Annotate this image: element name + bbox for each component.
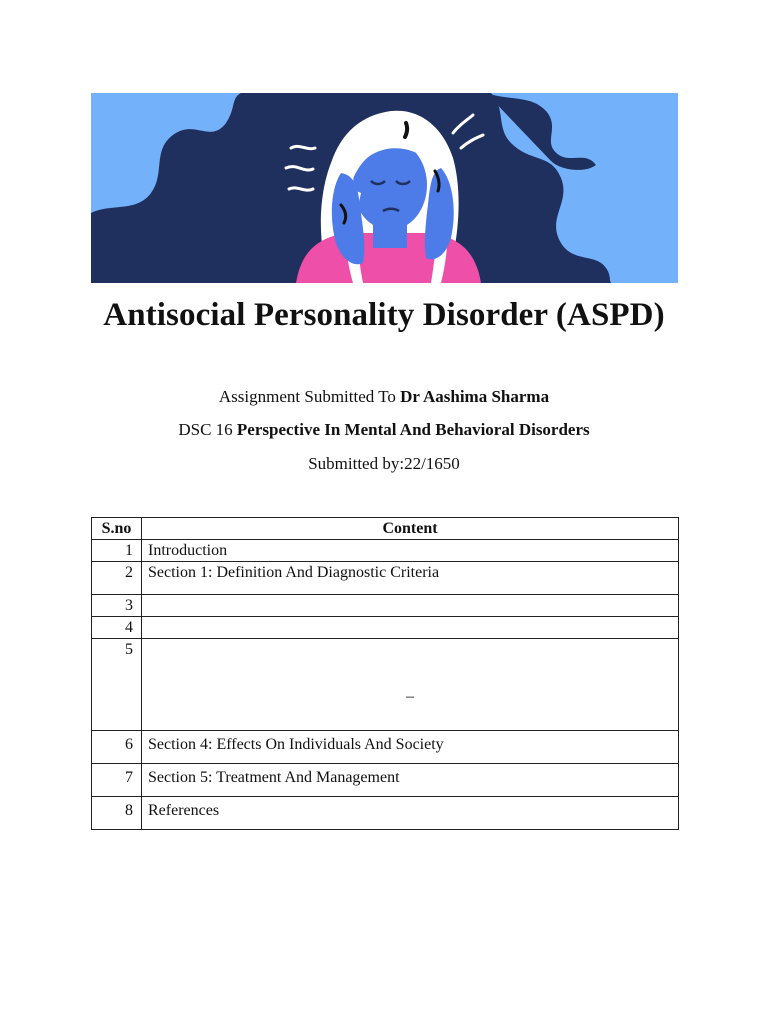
table-row: [92, 764, 679, 797]
row-content: Section 5: Treatment And Management: [142, 764, 679, 797]
submitted-by-line: Submitted by:22/1650: [308, 454, 460, 473]
row-number: 2: [92, 562, 142, 595]
submitted-to-prefix: Assignment Submitted To: [218, 387, 401, 406]
row-content: [142, 639, 679, 731]
row-content: Section 4: Effects On Individuals And Society: [142, 731, 679, 764]
row-content: [142, 617, 679, 639]
row-number: 3: [92, 595, 142, 617]
row-dash: –: [406, 688, 414, 705]
contents-table: [91, 517, 679, 830]
submitted-to-name: Dr Aashima Sharma: [400, 387, 550, 406]
submitted-to-line: [0, 387, 768, 407]
row-content: [142, 595, 679, 617]
table-row: [92, 562, 679, 595]
table-row: [92, 617, 679, 639]
header-content: Content: [142, 518, 679, 540]
course-name: Perspective In Mental And Behavioral Disorders: [236, 420, 590, 439]
course-line: [0, 420, 768, 440]
row-number: 8: [92, 797, 142, 830]
row-number: 4: [92, 617, 142, 639]
row-number: 1: [92, 540, 142, 562]
table-row: [92, 639, 679, 731]
course-code: DSC 16: [178, 420, 237, 439]
stressed-woman-illustration-icon: [91, 93, 678, 283]
row-content: References: [142, 797, 679, 830]
document-title: Antisocial Personality Disorder (ASPD): [103, 297, 665, 333]
table-header-row: [92, 518, 679, 540]
row-content: Section 1: Definition And Diagnostic Criteria: [142, 562, 679, 595]
row-number: 6: [92, 731, 142, 764]
row-number: 5: [92, 639, 142, 731]
header-banner: [91, 93, 678, 283]
table-row: [92, 540, 679, 562]
table-row: [92, 797, 679, 830]
row-content: Introduction: [142, 540, 679, 562]
table-row: [92, 731, 679, 764]
header-sno: S.no: [92, 518, 142, 540]
table-row: [92, 595, 679, 617]
row-number: 7: [92, 764, 142, 797]
